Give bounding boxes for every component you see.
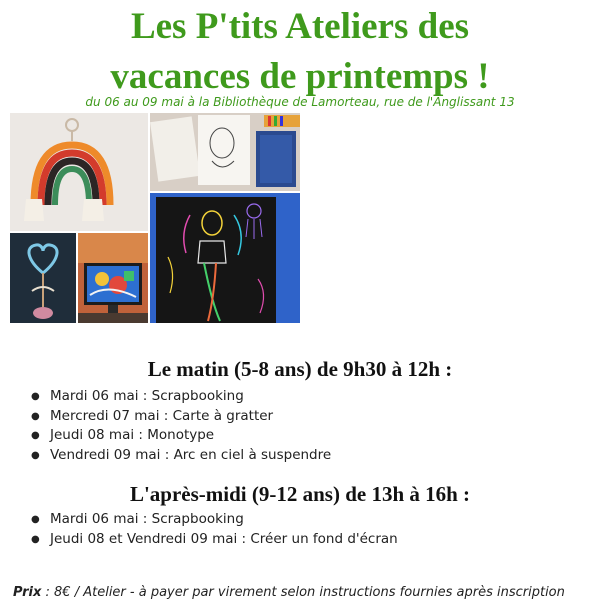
- list-item: [0, 446, 331, 466]
- bullet-icon: ●: [31, 391, 40, 402]
- list-item-text: Mardi 06 mai : Scrapbooking: [50, 388, 244, 404]
- morning-activity-list: [0, 387, 331, 465]
- list-item-text: Jeudi 08 mai : Monotype: [50, 427, 215, 443]
- photo-blue-heart-bouquet: [10, 233, 76, 323]
- title-line-1: Les P'tits Ateliers des: [130, 6, 470, 47]
- list-item: [0, 387, 331, 407]
- morning-heading: Le matin (5-8 ans) de 9h30 à 12h :: [147, 357, 453, 381]
- bullet-icon: ●: [31, 514, 40, 525]
- list-item: [0, 426, 331, 446]
- price-info: [13, 585, 565, 600]
- list-item-text: Jeudi 08 et Vendredi 09 mai : Créer un fond d'écran: [50, 530, 398, 547]
- list-item: [0, 510, 398, 530]
- bullet-icon: ●: [31, 430, 40, 441]
- list-item-text: Vendredi 09 mai : Arc en ciel à suspendre: [50, 446, 332, 463]
- page-title: [0, 2, 600, 102]
- photo-rainbow-wall-hanging: [10, 113, 148, 231]
- bullet-icon: ●: [31, 533, 40, 545]
- photo-computer-wallpaper-screen: [78, 233, 148, 323]
- list-item-text: Mercredi 07 mai : Carte à gratter: [50, 407, 274, 424]
- photo-drawing-sketches: [150, 113, 300, 191]
- bullet-icon: ●: [31, 410, 40, 422]
- afternoon-heading: L'après-midi (9-12 ans) de 13h à 16h :: [129, 482, 471, 506]
- bullet-icon: ●: [31, 449, 40, 461]
- list-item: [0, 407, 331, 427]
- afternoon-activity-list: [0, 510, 398, 549]
- event-subtitle: du 06 au 09 mai à la Bibliothèque de Lamorteau, rue de l'Anglissant 13: [85, 95, 515, 109]
- photo-scratch-art-mermaid: [150, 193, 300, 323]
- list-item: [0, 530, 398, 550]
- list-item-text: Mardi 06 mai : Scrapbooking: [50, 511, 244, 527]
- photo-collage: [10, 113, 300, 323]
- price-label: Prix: [13, 585, 42, 600]
- price-text: : 8€ / Atelier - à payer par virement selon instructions fournies après inscription: [41, 585, 565, 600]
- title-line-2: vacances de printemps !: [110, 56, 490, 97]
